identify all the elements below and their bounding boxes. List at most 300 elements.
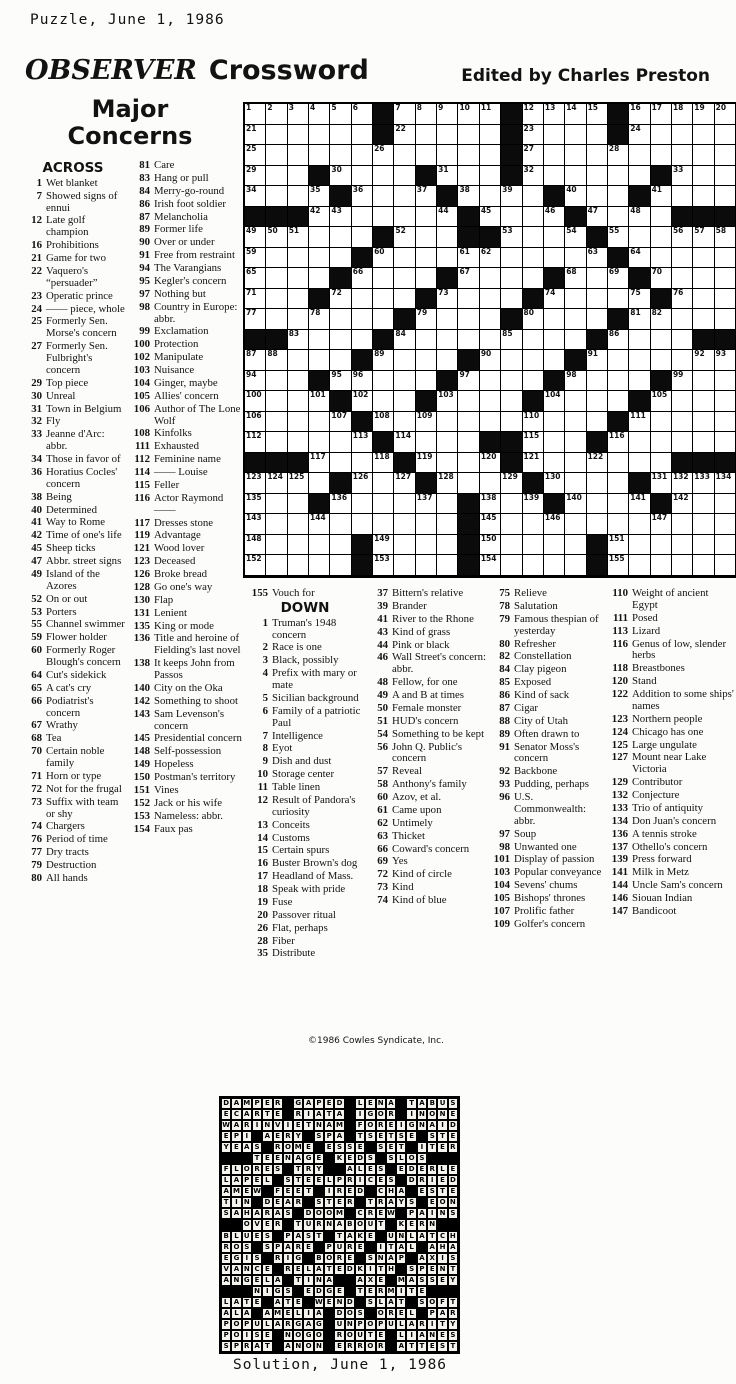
grid-cell[interactable]	[501, 207, 522, 228]
grid-cell[interactable]	[608, 371, 629, 392]
grid-cell[interactable]	[544, 166, 565, 187]
grid-cell[interactable]	[373, 494, 394, 515]
grid-cell[interactable]	[715, 473, 736, 494]
grid-cell[interactable]	[587, 166, 608, 187]
grid-cell[interactable]	[501, 535, 522, 556]
grid-cell[interactable]	[693, 432, 714, 453]
grid-cell[interactable]	[565, 145, 586, 166]
grid-cell[interactable]	[693, 309, 714, 330]
grid-cell[interactable]	[309, 555, 330, 576]
grid-cell[interactable]	[330, 145, 351, 166]
grid-cell[interactable]	[672, 555, 693, 576]
grid-cell[interactable]	[608, 268, 629, 289]
grid-cell[interactable]	[330, 166, 351, 187]
grid-cell[interactable]	[352, 391, 373, 412]
grid-cell[interactable]	[544, 145, 565, 166]
grid-cell[interactable]	[629, 248, 650, 269]
grid-cell[interactable]	[480, 391, 501, 412]
grid-cell[interactable]	[373, 350, 394, 371]
grid-cell[interactable]	[629, 371, 650, 392]
grid-cell[interactable]	[608, 207, 629, 228]
grid-cell[interactable]	[501, 412, 522, 433]
grid-cell[interactable]	[565, 535, 586, 556]
grid-cell[interactable]	[266, 268, 287, 289]
grid-cell[interactable]	[587, 412, 608, 433]
grid-cell[interactable]	[416, 494, 437, 515]
grid-cell[interactable]	[715, 371, 736, 392]
grid-cell[interactable]	[501, 248, 522, 269]
grid-cell[interactable]	[394, 535, 415, 556]
grid-cell[interactable]	[309, 227, 330, 248]
grid-cell[interactable]	[651, 391, 672, 412]
grid-cell[interactable]	[565, 248, 586, 269]
grid-cell[interactable]	[544, 227, 565, 248]
grid-cell[interactable]	[352, 145, 373, 166]
grid-cell[interactable]	[565, 104, 586, 125]
grid-cell[interactable]	[245, 473, 266, 494]
grid-cell[interactable]	[523, 555, 544, 576]
grid-cell[interactable]	[266, 535, 287, 556]
grid-cell[interactable]	[288, 248, 309, 269]
grid-cell[interactable]	[587, 186, 608, 207]
grid-cell[interactable]	[544, 125, 565, 146]
grid-cell[interactable]	[373, 453, 394, 474]
grid-cell[interactable]	[309, 412, 330, 433]
grid-cell[interactable]	[715, 145, 736, 166]
grid-cell[interactable]	[309, 186, 330, 207]
grid-cell[interactable]	[608, 350, 629, 371]
grid-cell[interactable]	[394, 268, 415, 289]
grid-cell[interactable]	[544, 330, 565, 351]
grid-cell[interactable]	[501, 186, 522, 207]
grid-cell[interactable]	[565, 494, 586, 515]
grid-cell[interactable]	[266, 145, 287, 166]
grid-cell[interactable]	[587, 350, 608, 371]
grid-cell[interactable]	[480, 104, 501, 125]
grid-cell[interactable]	[458, 186, 479, 207]
grid-cell[interactable]	[373, 555, 394, 576]
grid-cell[interactable]	[394, 248, 415, 269]
grid-cell[interactable]	[672, 104, 693, 125]
grid-cell[interactable]	[629, 145, 650, 166]
grid-cell[interactable]	[245, 166, 266, 187]
grid-cell[interactable]	[373, 514, 394, 535]
grid-cell[interactable]	[416, 535, 437, 556]
grid-cell[interactable]	[373, 289, 394, 310]
grid-cell[interactable]	[693, 268, 714, 289]
grid-cell[interactable]	[458, 412, 479, 433]
grid-cell[interactable]	[373, 145, 394, 166]
grid-cell[interactable]	[544, 514, 565, 535]
grid-cell[interactable]	[288, 432, 309, 453]
grid-cell[interactable]	[544, 104, 565, 125]
grid-cell[interactable]	[565, 268, 586, 289]
grid-cell[interactable]	[373, 473, 394, 494]
grid-cell[interactable]	[394, 391, 415, 412]
grid-cell[interactable]	[245, 227, 266, 248]
grid-cell[interactable]	[394, 289, 415, 310]
grid-cell[interactable]	[309, 207, 330, 228]
grid-cell[interactable]	[608, 555, 629, 576]
grid-cell[interactable]	[266, 514, 287, 535]
grid-cell[interactable]	[480, 268, 501, 289]
grid-cell[interactable]	[245, 145, 266, 166]
grid-cell[interactable]	[693, 555, 714, 576]
grid-cell[interactable]	[587, 371, 608, 392]
grid-cell[interactable]	[288, 535, 309, 556]
grid-cell[interactable]	[394, 125, 415, 146]
grid-cell[interactable]	[715, 186, 736, 207]
grid-cell[interactable]	[544, 309, 565, 330]
grid-cell[interactable]	[437, 227, 458, 248]
grid-cell[interactable]	[288, 473, 309, 494]
grid-cell[interactable]	[629, 125, 650, 146]
grid-cell[interactable]	[587, 207, 608, 228]
grid-cell[interactable]	[672, 412, 693, 433]
grid-cell[interactable]	[416, 350, 437, 371]
grid-cell[interactable]	[651, 412, 672, 433]
grid-cell[interactable]	[523, 186, 544, 207]
grid-cell[interactable]	[352, 514, 373, 535]
grid-cell[interactable]	[266, 104, 287, 125]
grid-cell[interactable]	[523, 125, 544, 146]
grid-cell[interactable]	[501, 391, 522, 412]
grid-cell[interactable]	[288, 494, 309, 515]
grid-cell[interactable]	[437, 330, 458, 351]
grid-cell[interactable]	[288, 555, 309, 576]
grid-cell[interactable]	[693, 473, 714, 494]
grid-cell[interactable]	[373, 371, 394, 392]
grid-cell[interactable]	[608, 514, 629, 535]
grid-cell[interactable]	[288, 412, 309, 433]
grid-cell[interactable]	[715, 268, 736, 289]
grid-cell[interactable]	[608, 391, 629, 412]
grid-cell[interactable]	[437, 494, 458, 515]
grid-cell[interactable]	[245, 391, 266, 412]
grid-cell[interactable]	[373, 166, 394, 187]
grid-cell[interactable]	[245, 350, 266, 371]
grid-cell[interactable]	[245, 268, 266, 289]
grid-cell[interactable]	[629, 207, 650, 228]
grid-cell[interactable]	[715, 309, 736, 330]
grid-cell[interactable]	[629, 555, 650, 576]
grid-cell[interactable]	[693, 535, 714, 556]
grid-cell[interactable]	[608, 145, 629, 166]
grid-cell[interactable]	[715, 514, 736, 535]
grid-cell[interactable]	[458, 309, 479, 330]
grid-cell[interactable]	[437, 473, 458, 494]
grid-cell[interactable]	[629, 289, 650, 310]
grid-cell[interactable]	[437, 166, 458, 187]
grid-cell[interactable]	[245, 125, 266, 146]
grid-cell[interactable]	[480, 371, 501, 392]
grid-cell[interactable]	[544, 207, 565, 228]
grid-cell[interactable]	[373, 309, 394, 330]
grid-cell[interactable]	[458, 104, 479, 125]
grid-cell[interactable]	[672, 309, 693, 330]
grid-cell[interactable]	[587, 514, 608, 535]
grid-cell[interactable]	[651, 350, 672, 371]
grid-cell[interactable]	[608, 289, 629, 310]
grid-cell[interactable]	[715, 104, 736, 125]
grid-cell[interactable]	[266, 494, 287, 515]
grid-cell[interactable]	[523, 535, 544, 556]
grid-cell[interactable]	[544, 248, 565, 269]
grid-cell[interactable]	[245, 432, 266, 453]
grid-cell[interactable]	[715, 125, 736, 146]
grid-cell[interactable]	[309, 248, 330, 269]
grid-cell[interactable]	[480, 248, 501, 269]
grid-cell[interactable]	[480, 186, 501, 207]
grid-cell[interactable]	[330, 350, 351, 371]
grid-cell[interactable]	[523, 494, 544, 515]
grid-cell[interactable]	[565, 330, 586, 351]
grid-cell[interactable]	[288, 145, 309, 166]
grid-cell[interactable]	[480, 555, 501, 576]
grid-cell[interactable]	[651, 125, 672, 146]
grid-cell[interactable]	[352, 371, 373, 392]
grid-cell[interactable]	[394, 350, 415, 371]
grid-cell[interactable]	[437, 391, 458, 412]
grid-cell[interactable]	[330, 289, 351, 310]
grid-cell[interactable]	[693, 391, 714, 412]
grid-cell[interactable]	[437, 555, 458, 576]
grid-cell[interactable]	[330, 125, 351, 146]
grid-cell[interactable]	[458, 391, 479, 412]
grid-cell[interactable]	[394, 555, 415, 576]
grid-cell[interactable]	[693, 350, 714, 371]
grid-cell[interactable]	[394, 473, 415, 494]
grid-cell[interactable]	[266, 186, 287, 207]
grid-cell[interactable]	[651, 248, 672, 269]
grid-cell[interactable]	[266, 432, 287, 453]
grid-cell[interactable]	[565, 432, 586, 453]
grid-cell[interactable]	[565, 555, 586, 576]
grid-cell[interactable]	[480, 166, 501, 187]
grid-cell[interactable]	[458, 248, 479, 269]
grid-cell[interactable]	[266, 227, 287, 248]
grid-cell[interactable]	[693, 104, 714, 125]
grid-cell[interactable]	[309, 268, 330, 289]
grid-cell[interactable]	[587, 473, 608, 494]
grid-cell[interactable]	[373, 248, 394, 269]
grid-cell[interactable]	[651, 432, 672, 453]
grid-cell[interactable]	[437, 453, 458, 474]
grid-cell[interactable]	[245, 514, 266, 535]
grid-cell[interactable]	[394, 104, 415, 125]
grid-cell[interactable]	[330, 371, 351, 392]
grid-cell[interactable]	[288, 125, 309, 146]
grid-cell[interactable]	[651, 535, 672, 556]
grid-cell[interactable]	[693, 494, 714, 515]
grid-cell[interactable]	[288, 309, 309, 330]
grid-cell[interactable]	[394, 207, 415, 228]
grid-cell[interactable]	[437, 207, 458, 228]
grid-cell[interactable]	[480, 289, 501, 310]
grid-cell[interactable]	[501, 289, 522, 310]
grid-cell[interactable]	[629, 309, 650, 330]
grid-cell[interactable]	[544, 473, 565, 494]
grid-cell[interactable]	[288, 268, 309, 289]
grid-cell[interactable]	[373, 535, 394, 556]
grid-cell[interactable]	[565, 391, 586, 412]
grid-cell[interactable]	[288, 104, 309, 125]
grid-cell[interactable]	[266, 248, 287, 269]
grid-cell[interactable]	[437, 289, 458, 310]
grid-cell[interactable]	[608, 330, 629, 351]
grid-cell[interactable]	[416, 555, 437, 576]
grid-cell[interactable]	[288, 371, 309, 392]
grid-cell[interactable]	[352, 309, 373, 330]
grid-cell[interactable]	[266, 391, 287, 412]
grid-cell[interactable]	[651, 227, 672, 248]
grid-cell[interactable]	[587, 145, 608, 166]
grid-cell[interactable]	[715, 535, 736, 556]
grid-cell[interactable]	[480, 350, 501, 371]
grid-cell[interactable]	[523, 104, 544, 125]
grid-cell[interactable]	[693, 186, 714, 207]
grid-cell[interactable]	[629, 350, 650, 371]
grid-cell[interactable]	[416, 227, 437, 248]
grid-cell[interactable]	[437, 514, 458, 535]
grid-cell[interactable]	[565, 125, 586, 146]
grid-cell[interactable]	[288, 227, 309, 248]
grid-cell[interactable]	[523, 432, 544, 453]
grid-cell[interactable]	[480, 330, 501, 351]
grid-cell[interactable]	[608, 453, 629, 474]
grid-cell[interactable]	[672, 514, 693, 535]
grid-cell[interactable]	[480, 309, 501, 330]
grid-cell[interactable]	[693, 412, 714, 433]
grid-cell[interactable]	[309, 453, 330, 474]
grid-cell[interactable]	[608, 473, 629, 494]
grid-cell[interactable]	[416, 125, 437, 146]
grid-cell[interactable]	[523, 309, 544, 330]
grid-cell[interactable]	[480, 125, 501, 146]
grid-cell[interactable]	[544, 391, 565, 412]
grid-cell[interactable]	[245, 412, 266, 433]
grid-cell[interactable]	[288, 330, 309, 351]
grid-cell[interactable]	[501, 371, 522, 392]
grid-cell[interactable]	[672, 227, 693, 248]
grid-cell[interactable]	[501, 473, 522, 494]
grid-cell[interactable]	[544, 555, 565, 576]
grid-cell[interactable]	[394, 412, 415, 433]
grid-cell[interactable]	[437, 432, 458, 453]
grid-cell[interactable]	[565, 514, 586, 535]
grid-cell[interactable]	[373, 391, 394, 412]
grid-cell[interactable]	[330, 207, 351, 228]
grid-cell[interactable]	[629, 104, 650, 125]
grid-cell[interactable]	[523, 330, 544, 351]
grid-cell[interactable]	[587, 391, 608, 412]
grid-cell[interactable]	[693, 125, 714, 146]
grid-cell[interactable]	[416, 412, 437, 433]
grid-cell[interactable]	[565, 412, 586, 433]
grid-cell[interactable]	[693, 514, 714, 535]
grid-cell[interactable]	[501, 268, 522, 289]
grid-cell[interactable]	[309, 473, 330, 494]
crossword-grid[interactable]	[243, 102, 736, 578]
grid-cell[interactable]	[715, 494, 736, 515]
grid-cell[interactable]	[629, 514, 650, 535]
grid-cell[interactable]	[672, 535, 693, 556]
grid-cell[interactable]	[245, 289, 266, 310]
grid-cell[interactable]	[651, 145, 672, 166]
grid-cell[interactable]	[266, 371, 287, 392]
grid-cell[interactable]	[330, 104, 351, 125]
grid-cell[interactable]	[715, 166, 736, 187]
grid-cell[interactable]	[672, 371, 693, 392]
grid-cell[interactable]	[523, 453, 544, 474]
grid-cell[interactable]	[693, 145, 714, 166]
grid-cell[interactable]	[672, 330, 693, 351]
grid-cell[interactable]	[544, 432, 565, 453]
grid-cell[interactable]	[437, 535, 458, 556]
grid-cell[interactable]	[330, 412, 351, 433]
grid-cell[interactable]	[587, 104, 608, 125]
grid-cell[interactable]	[288, 186, 309, 207]
grid-cell[interactable]	[587, 309, 608, 330]
grid-cell[interactable]	[544, 453, 565, 474]
grid-cell[interactable]	[629, 432, 650, 453]
grid-cell[interactable]	[394, 227, 415, 248]
grid-cell[interactable]	[544, 535, 565, 556]
grid-cell[interactable]	[672, 166, 693, 187]
grid-cell[interactable]	[480, 453, 501, 474]
grid-cell[interactable]	[565, 289, 586, 310]
grid-cell[interactable]	[523, 227, 544, 248]
grid-cell[interactable]	[309, 350, 330, 371]
grid-cell[interactable]	[416, 104, 437, 125]
grid-cell[interactable]	[266, 555, 287, 576]
grid-cell[interactable]	[629, 412, 650, 433]
grid-cell[interactable]	[587, 289, 608, 310]
grid-cell[interactable]	[309, 432, 330, 453]
grid-cell[interactable]	[437, 350, 458, 371]
grid-cell[interactable]	[565, 166, 586, 187]
grid-cell[interactable]	[288, 391, 309, 412]
grid-cell[interactable]	[629, 494, 650, 515]
grid-cell[interactable]	[373, 268, 394, 289]
grid-cell[interactable]	[373, 186, 394, 207]
grid-cell[interactable]	[416, 514, 437, 535]
grid-cell[interactable]	[544, 289, 565, 310]
grid-cell[interactable]	[523, 207, 544, 228]
grid-cell[interactable]	[715, 289, 736, 310]
grid-cell[interactable]	[266, 309, 287, 330]
grid-cell[interactable]	[416, 268, 437, 289]
grid-cell[interactable]	[330, 227, 351, 248]
grid-cell[interactable]	[309, 104, 330, 125]
grid-cell[interactable]	[309, 330, 330, 351]
grid-cell[interactable]	[651, 309, 672, 330]
grid-cell[interactable]	[458, 125, 479, 146]
grid-cell[interactable]	[416, 145, 437, 166]
grid-cell[interactable]	[651, 330, 672, 351]
grid-cell[interactable]	[309, 309, 330, 330]
grid-cell[interactable]	[266, 166, 287, 187]
grid-cell[interactable]	[352, 473, 373, 494]
grid-cell[interactable]	[565, 309, 586, 330]
grid-cell[interactable]	[565, 473, 586, 494]
grid-cell[interactable]	[437, 248, 458, 269]
grid-cell[interactable]	[352, 186, 373, 207]
grid-cell[interactable]	[394, 166, 415, 187]
grid-cell[interactable]	[672, 473, 693, 494]
grid-cell[interactable]	[587, 125, 608, 146]
grid-cell[interactable]	[672, 186, 693, 207]
